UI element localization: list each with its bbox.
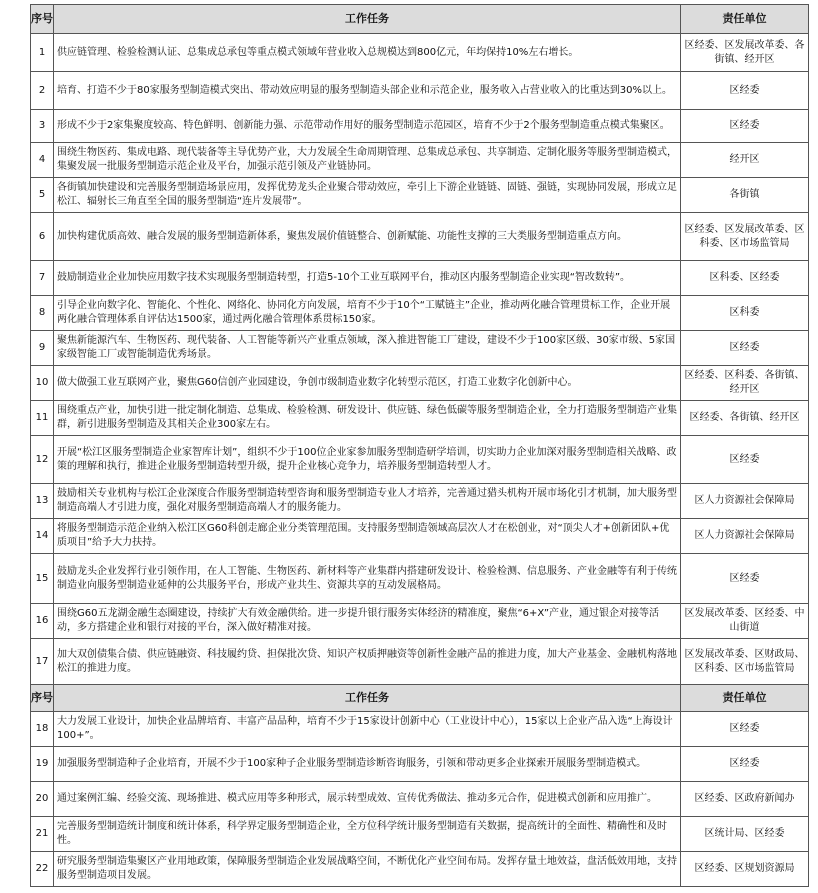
row-unit: 区经委、区规划资源局: [681, 852, 809, 887]
row-unit: 区经委: [681, 110, 809, 143]
row-task: 围绕生物医药、集成电路、现代装备等主导优势产业，大力发展全生命周期管理、总集成总承包、共享制造、定制化服务等服务型制造模式，集聚发展一批服务型制造示范企业及平台，加强示范引领及产业链协同。: [54, 143, 681, 178]
row-unit: 区科委、区经委: [681, 261, 809, 296]
row-task: 做大做强工业互联网产业，聚焦G60信创产业园建设，争创市级制造业数字化转型示范区，打造工业数字化创新中心。: [54, 366, 681, 401]
table-row: [31, 436, 809, 484]
row-number: 21: [31, 817, 54, 852]
header-task: 工作任务: [54, 5, 681, 34]
table-row: [31, 366, 809, 401]
row-number: 18: [31, 712, 54, 747]
table-row: [31, 261, 809, 296]
table-row: [31, 519, 809, 554]
table-header-row: [31, 5, 809, 34]
row-number: 22: [31, 852, 54, 887]
row-number: 10: [31, 366, 54, 401]
row-unit: 区经委: [681, 712, 809, 747]
row-number: 6: [31, 213, 54, 261]
row-task: 培育、打造不少于80家服务型制造模式突出、带动效应明显的服务型制造头部企业和示范企业，服务收入占营业收入的比重达到30%以上。: [54, 72, 681, 110]
row-unit: 区经委: [681, 331, 809, 366]
table-row: [31, 110, 809, 143]
table-row: [31, 331, 809, 366]
row-task: 将服务型制造示范企业纳入松江区G60科创走廊企业分类管理范围。支持服务型制造领域高层次人才在松创业，对“顶尖人才+创新团队+优质项目”给予大力扶持。: [54, 519, 681, 554]
table-row: [31, 296, 809, 331]
row-unit: 区经委、区发展改革委、各街镇、经开区: [681, 34, 809, 72]
row-task: 加快构建优质高效、融合发展的服务型制造新体系，聚焦发展价值链整合、创新赋能、功能性支撑的三大类服务型制造重点方向。: [54, 213, 681, 261]
row-number: 5: [31, 178, 54, 213]
row-task: 加强服务型制造种子企业培育，开展不少于100家种子企业服务型制造诊断咨询服务，引领和带动更多企业探索开展服务型制造模式。: [54, 747, 681, 782]
row-unit: 区人力资源社会保障局: [681, 519, 809, 554]
table-row: [31, 747, 809, 782]
table-row: [31, 484, 809, 519]
table-row: [31, 178, 809, 213]
row-task: 开展“松江区服务型制造企业家智库计划”，组织不少于100位企业家参加服务型制造研学培训，切实助力企业加深对服务型制造相关战略、政策的理解和执行，推进企业服务型制造转型升级，提升企业核心竞争力，培养服务型制造转型人才。: [54, 436, 681, 484]
header-no-repeat: 序号: [31, 685, 54, 712]
table-row: [31, 712, 809, 747]
table-row: [31, 817, 809, 852]
row-unit: 经开区: [681, 143, 809, 178]
table-row: [31, 401, 809, 436]
table-row: [31, 34, 809, 72]
row-number: 4: [31, 143, 54, 178]
row-unit: 区经委: [681, 72, 809, 110]
task-table: [30, 4, 809, 887]
table-row: [31, 72, 809, 110]
row-unit: 区经委: [681, 436, 809, 484]
row-unit: 区发展改革委、区财政局、区科委、区市场监管局: [681, 639, 809, 685]
row-number: 19: [31, 747, 54, 782]
header-unit: 责任单位: [681, 5, 809, 34]
row-task: 加大双创债集合债、供应链融资、科技履约贷、担保批次贷、知识产权质押融资等创新性金融产品的推进力度，加大产业基金、金融机构落地松江的推进力度。: [54, 639, 681, 685]
row-unit: 各街镇: [681, 178, 809, 213]
row-task: 鼓励相关专业机构与松江企业深度合作服务型制造转型咨询和服务型制造专业人才培养，完善通过猎头机构开展市场化引才机制，加大服务型制造高端人才引进力度，强化对服务型制造高端人才的服务能力。: [54, 484, 681, 519]
table-row: [31, 782, 809, 817]
table-row: [31, 213, 809, 261]
header-unit-repeat: 责任单位: [681, 685, 809, 712]
row-task: 围绕重点产业，加快引进一批定制化制造、总集成、检验检测、研发设计、供应链、绿色低碳等服务型制造企业，全力打造服务型制造产业集群，新引进服务型制造及其相关企业300家左右。: [54, 401, 681, 436]
row-unit: 区科委: [681, 296, 809, 331]
row-task: 大力发展工业设计，加快企业品牌培育、丰富产品品种，培育不少于15家设计创新中心（工业设计中心），15家以上企业产品入选“上海设计100+”。: [54, 712, 681, 747]
table-row: [31, 143, 809, 178]
row-unit: 区统计局、区经委: [681, 817, 809, 852]
row-number: 11: [31, 401, 54, 436]
row-number: 15: [31, 554, 54, 604]
row-task: 通过案例汇编、经验交流、现场推进、模式应用等多种形式，展示转型成效、宣传优秀做法、推动多元合作，促进模式创新和应用推广。: [54, 782, 681, 817]
row-task: 各街镇加快建设和完善服务型制造场景应用，发挥优势龙头企业聚合带动效应，牵引上下游企业链链、固链、强链，实现协同发展，形成立足松江、辐射长三角直至全国的服务型制造“连片发展带”。: [54, 178, 681, 213]
row-unit: 区经委: [681, 554, 809, 604]
row-unit: 区经委、区政府新闻办: [681, 782, 809, 817]
row-task: 鼓励制造业企业加快应用数字技术实现服务型制造转型，打造5-10个工业互联网平台，推动区内服务型制造企业实现“智改数转”。: [54, 261, 681, 296]
table-row: [31, 639, 809, 685]
row-number: 12: [31, 436, 54, 484]
header-no: 序号: [31, 5, 54, 34]
row-unit: 区经委、区发展改革委、区科委、区市场监管局: [681, 213, 809, 261]
row-number: 2: [31, 72, 54, 110]
row-unit: 区经委、区科委、各街镇、经开区: [681, 366, 809, 401]
row-task: 引导企业向数字化、智能化、个性化、网络化、协同化方向发展，培育不少于10个“工赋链主”企业，推动两化融合管理贯标工作，企业开展两化融合管理体系自评估达1500家，通过两化融合管理体系贯标150家。: [54, 296, 681, 331]
row-number: 14: [31, 519, 54, 554]
row-number: 20: [31, 782, 54, 817]
row-unit: 区发展改革委、区经委、中山街道: [681, 604, 809, 639]
table-row: [31, 852, 809, 887]
table-row: [31, 604, 809, 639]
row-unit: 区经委: [681, 747, 809, 782]
row-task: 鼓励龙头企业发挥行业引领作用，在人工智能、生物医药、新材料等产业集群内搭建研发设计、检验检测、信息服务、产业金融等有利于传统制造业向服务型制造业延伸的公共服务平台，形成产业共生、资源共享的互动发展格局。: [54, 554, 681, 604]
row-unit: 区人力资源社会保障局: [681, 484, 809, 519]
row-number: 17: [31, 639, 54, 685]
row-unit: 区经委、各街镇、经开区: [681, 401, 809, 436]
row-task: 完善服务型制造统计制度和统计体系，科学界定服务型制造企业，全方位科学统计服务型制造有关数据，提高统计的全面性、精确性和及时性。: [54, 817, 681, 852]
table-body: [31, 34, 809, 887]
table-row: [31, 554, 809, 604]
row-task: 聚焦新能源汽车、生物医药、现代装备、人工智能等新兴产业重点领域，深入推进智能工厂建设，建设不少于100家区级、30家市级、5家国家级智能工厂或智能制造优秀场景。: [54, 331, 681, 366]
row-number: 9: [31, 331, 54, 366]
row-number: 1: [31, 34, 54, 72]
row-number: 7: [31, 261, 54, 296]
row-task: 形成不少于2家集聚度较高、特色鲜明、创新能力强、示范带动作用好的服务型制造示范园区，培育不少于2个服务型制造重点模式集聚区。: [54, 110, 681, 143]
row-number: 16: [31, 604, 54, 639]
row-number: 8: [31, 296, 54, 331]
row-number: 3: [31, 110, 54, 143]
row-number: 13: [31, 484, 54, 519]
table-header-row-repeat: [31, 685, 809, 712]
row-task: 围绕G60五龙湖金融生态圈建设，持续扩大有效金融供给。进一步提升银行服务实体经济的精准度，聚焦“6+X”产业，通过银企对接等活动，多方搭建企业和银行对接的平台，深入做好精准对接。: [54, 604, 681, 639]
row-task: 研究服务型制造集聚区产业用地政策，保障服务型制造企业发展战略空间，不断优化产业空间布局。发挥存量土地效益，盘活低效用地，支持服务型制造项目发展。: [54, 852, 681, 887]
header-task-repeat: 工作任务: [54, 685, 681, 712]
row-task: 供应链管理、检验检测认证、总集成总承包等重点模式领域年营业收入总规模达到800亿元，年均保持10%左右增长。: [54, 34, 681, 72]
